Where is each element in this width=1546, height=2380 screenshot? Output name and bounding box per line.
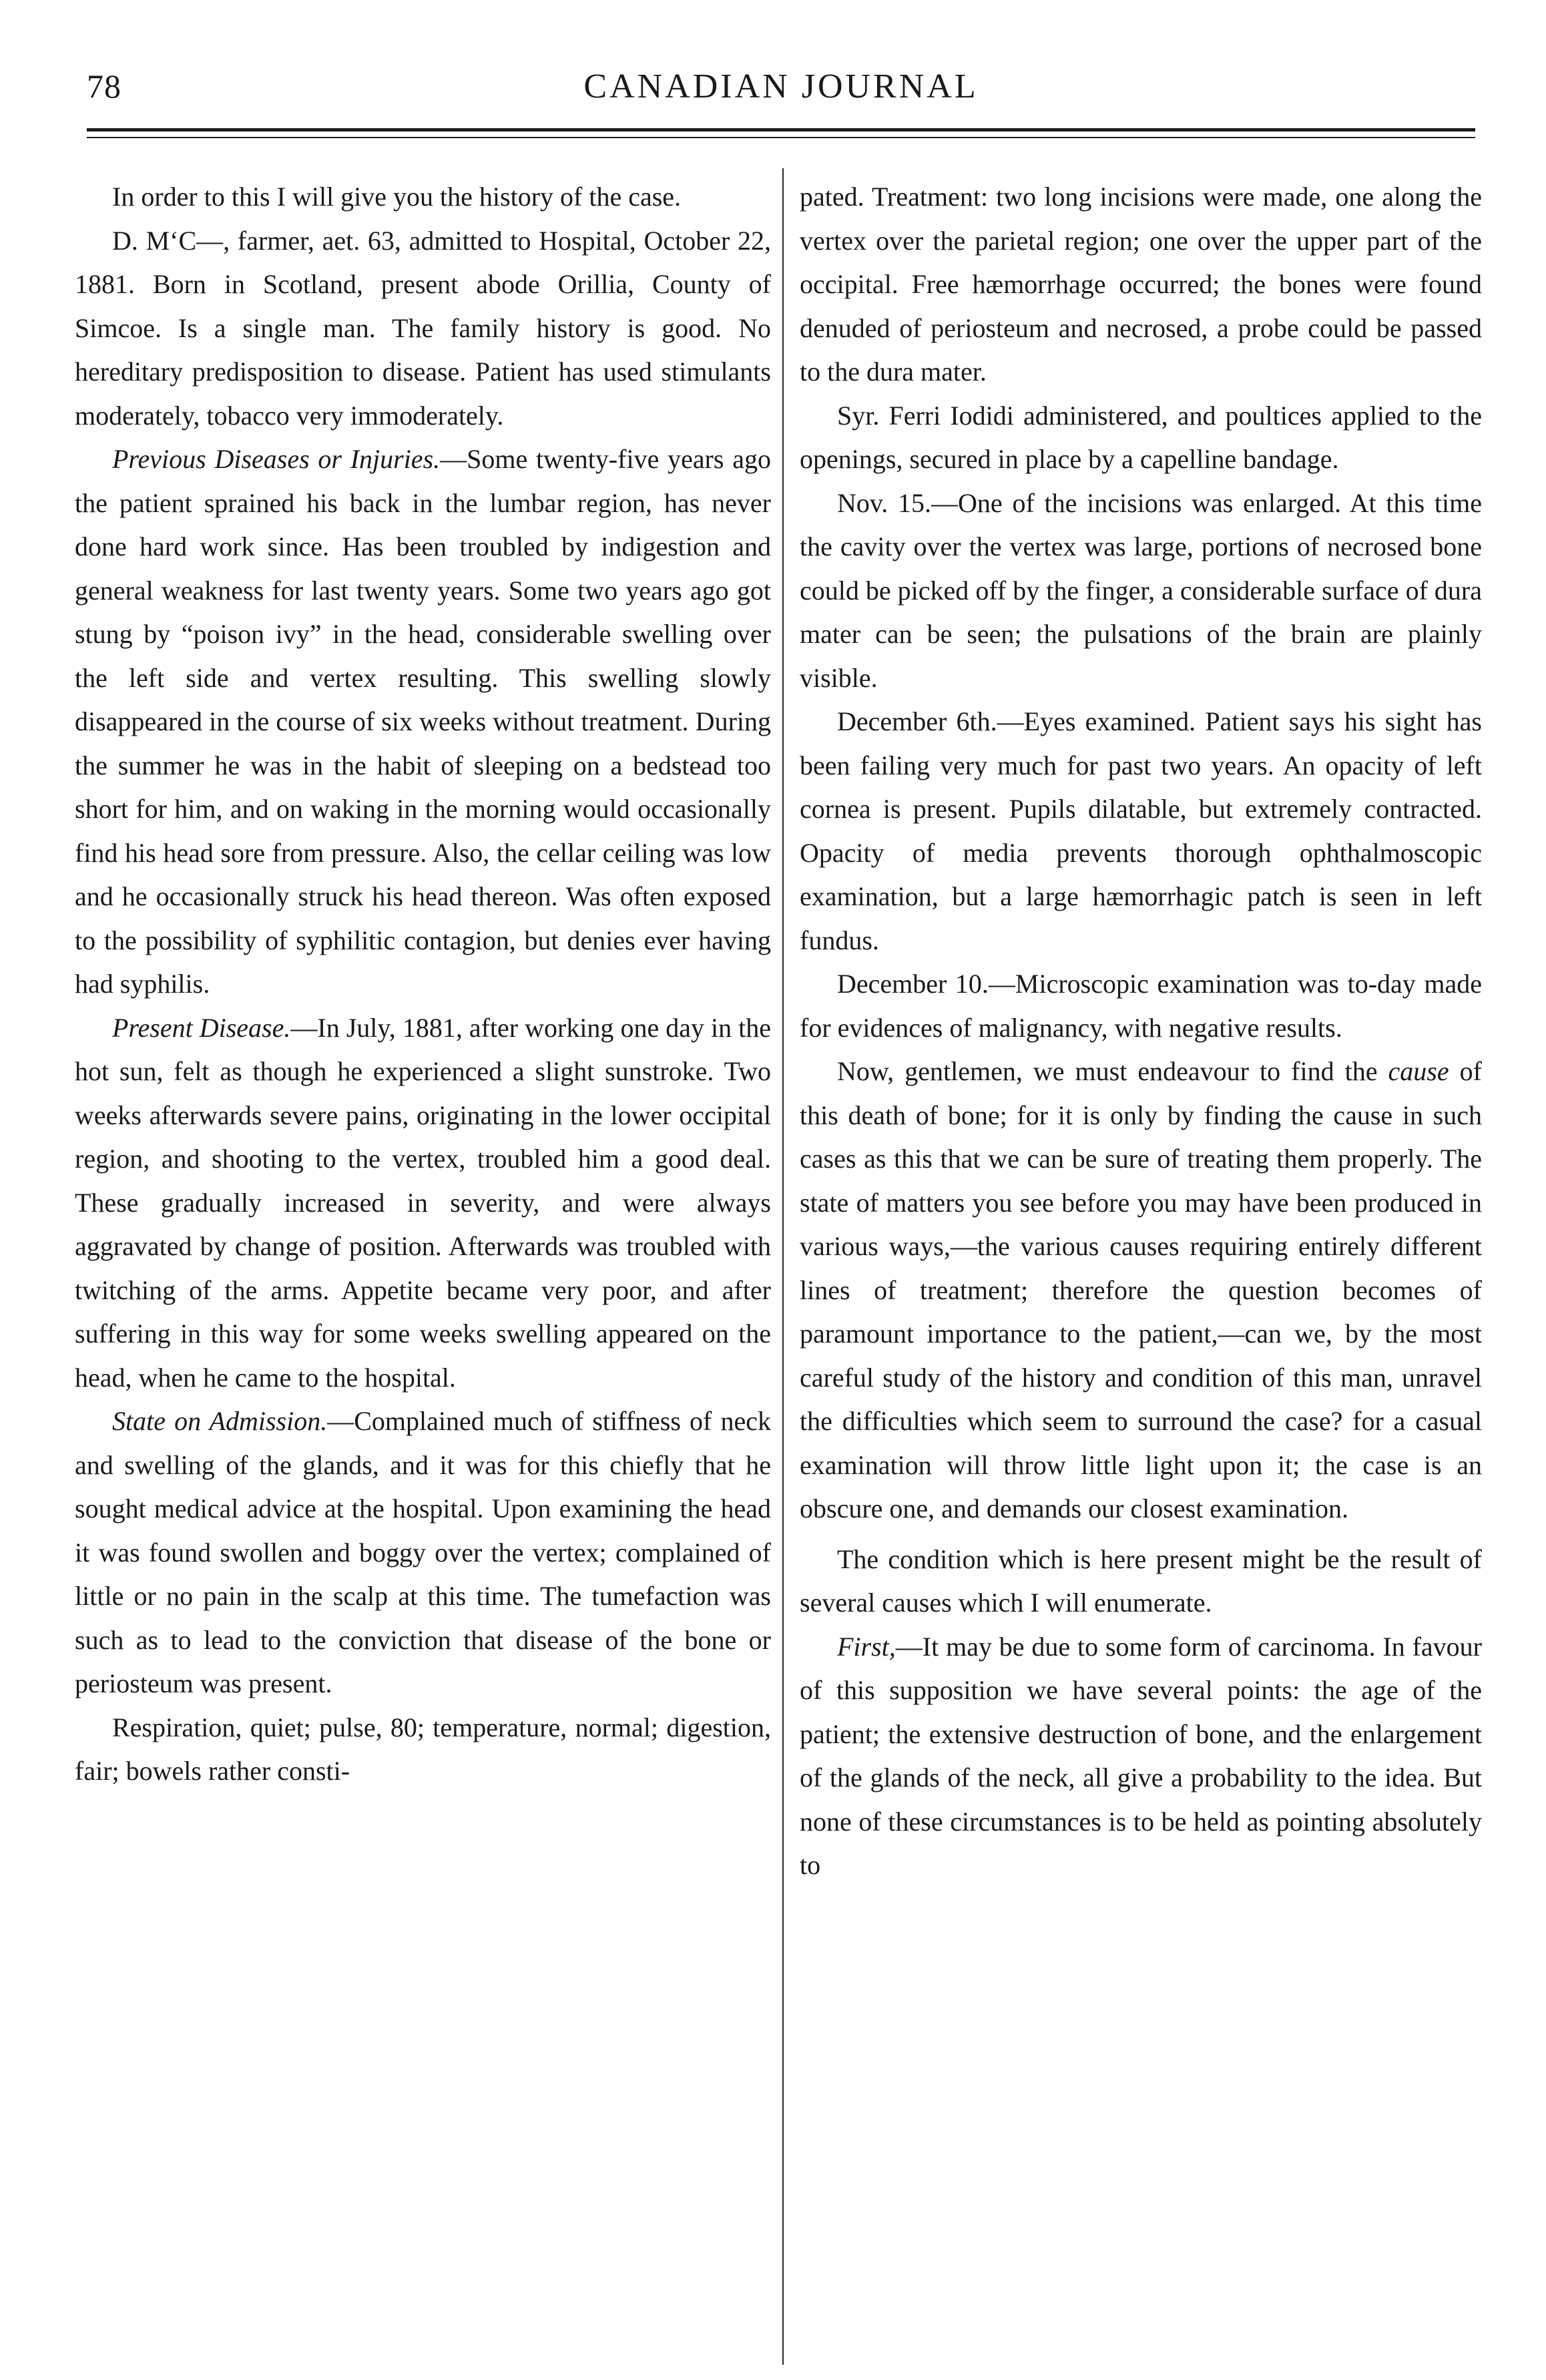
paragraph-text: of this death of bone; for it is only by finding the cause in such cases as this that we can be sure of treating them properly. The state of matters you see before you may have been produced in various ways,—the various causes requiring entirely different lines of treatment; therefore the question becomes of paramount importance to the patient,—can we, by the most careful study of the history and condition of this man, unravel the difficulties which seem to surround the case? for a casual examination will throw little light upon it; the case is an obscure one, and demands our closest examination. [800, 1056, 1482, 1523]
paragraph [800, 1049, 1482, 1531]
section-heading: Previous Diseases or Injuries. [112, 444, 441, 474]
paragraph: December 10.—Microscopic examination was to-day made for evidences of malignancy, with negative results. [800, 969, 1482, 1043]
section-heading: Present Disease. [112, 1012, 291, 1043]
paragraph [800, 1625, 1482, 1887]
right-column [800, 175, 1482, 1887]
paragraph: pated. Treatment: two long incisions were made, one along the vertex over the parietal region; one over the upper part of the occipital. Free hæmorrhage occurred; the bones were found denuded of periosteum and necrosed, a probe could be passed to the dura mater. [800, 182, 1482, 387]
page-number: 78 [87, 67, 121, 105]
paragraph: The condition which is here present might be the result of several causes which I will enumerate. [800, 1543, 1482, 1618]
header-rule-thick [87, 128, 1475, 132]
paragraph-text: Now, gentlemen, we must endeavour to find the [837, 1056, 1388, 1086]
paragraph [75, 1006, 771, 1400]
left-column [75, 175, 771, 1793]
paragraph: D. M‘C—, farmer, aet. 63, admitted to Hospital, October 22, 1881. Born in Scotland, present abode Orillia, County of Simcoe. Is a single man. The family history is good. No hereditary predisposition to disease. Patient has used stimulants moderately, tobacco very immoderately. [75, 225, 771, 431]
paragraph [75, 437, 771, 1006]
paragraph: In order to this I will give you the history of the case. [112, 182, 682, 212]
header-rule-thin [87, 137, 1475, 138]
paragraph-text: —In July, 1881, after working one day in the hot sun, felt as though he experienced a slight sunstroke. Two weeks afterwards severe pains, originating in the lower occipital region, and shooting to the vertex, troubled him a good deal. These gradually increased in severity, and were always aggravated by change of position. Afterwards was troubled with twitching of the arms. Appetite became very poor, and after suffering in this way for some weeks swelling appeared on the head, when he came to the hospital. [75, 1012, 772, 1393]
emphasis: cause [1388, 1056, 1449, 1086]
running-title: CANADIAN JOURNAL [583, 67, 979, 105]
paragraph-text: —It may be due to some form of carcinoma. In favour of this supposition we have several points: the age of the patient; the extensive destruction of bone, and the enlargement of the glands of the neck, all give a probability to the idea. But none of these circumstances is to be held as pointing absolutely to [800, 1631, 1482, 1880]
paragraph: Nov. 15.—One of the incisions was enlarged. At this time the cavity over the vertex was large, portions of necrosed bone could be picked off by the finger, a considerable surface of dura mater can be seen; the pulsations of the brain are plainly visible. [800, 487, 1482, 693]
section-heading: First, [837, 1631, 896, 1662]
column-divider [782, 168, 784, 2365]
paragraph: Syr. Ferri Iodidi administered, and poultices applied to the openings, secured in place by a capelline bandage. [800, 400, 1482, 474]
paragraph: December 6th.—Eyes examined. Patient says his sight has been failing very much for past two years. An opacity of left cornea is present. Pupils dilatable, but extremely contracted. Opacity of media prevents thorough ophthalmoscopic examination, but a large hæmorrhagic patch is seen in left fundus. [800, 706, 1482, 955]
paragraph-text: —Some twenty-five years ago the patient sprained his back in the lumbar region, has never done hard work since. Has been troubled by indigestion and general weakness for last twenty years. Some two years ago got stung by “poison ivy” in the head, considerable swelling over the left side and vertex resulting. This swelling slowly disappeared in the course of six weeks without treatment. During the summer he was in the habit of sleeping on a bedstead too short for him, and on waking in the morning would occasionally find his head sore from pressure. Also, the cellar ceiling was low and he occasionally struck his head thereon. Was often exposed to the possibility of syphilitic contagion, but denies ever having had syphilis. [75, 444, 771, 999]
paragraph: Respiration, quiet; pulse, 80; temperature, normal; digestion, fair; bowels rather consti- [75, 1712, 771, 1786]
section-heading: State on Admission. [112, 1406, 328, 1436]
paragraph-text: —Complained much of stiffness of neck and swelling of the glands, and it was for this chiefly that he sought medical advice at the hospital. Upon examining the head it was found swollen and boggy over the vertex; complained of little or no pain in the scalp at this time. The tumefaction was such as to lead to the conviction that disease of the bone or periosteum was present. [75, 1406, 772, 1698]
paragraph [75, 1399, 771, 1706]
